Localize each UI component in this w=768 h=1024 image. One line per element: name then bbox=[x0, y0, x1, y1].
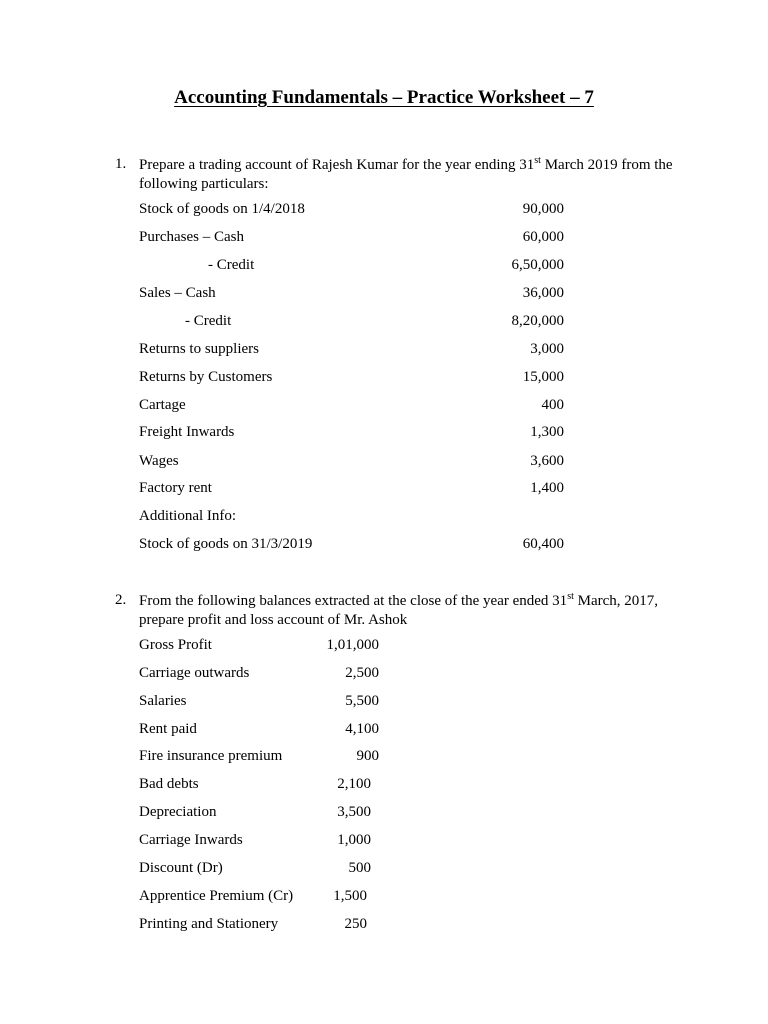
item-label: Wages bbox=[139, 453, 179, 469]
item-label: Factory rent bbox=[139, 480, 212, 496]
question-text-main: Prepare a trading account of Rajesh Kumar for the year ending 31 bbox=[139, 157, 535, 173]
item-value: 250 bbox=[344, 916, 367, 932]
item-value: 1,300 bbox=[530, 424, 564, 440]
question-text-rest: March 2019 from the following particulars: bbox=[139, 157, 673, 192]
item-value: 2,100 bbox=[337, 776, 371, 792]
item-value: 90,000 bbox=[522, 201, 564, 217]
item-value: 60,000 bbox=[522, 229, 564, 245]
item-value: 2,500 bbox=[345, 665, 379, 681]
item-label: Bad debts bbox=[139, 776, 199, 792]
item-value: 8,20,000 bbox=[511, 313, 564, 329]
item-label: Additional Info: bbox=[139, 508, 237, 524]
item-value: 15,000 bbox=[522, 369, 564, 385]
ordinal-suffix: st bbox=[534, 155, 541, 166]
item-label: Fire insurance premium bbox=[139, 748, 283, 764]
question-text-main: From the following balances extracted at the close of the year ended 31 bbox=[139, 593, 568, 609]
question-number: 2. bbox=[115, 592, 127, 608]
item-label: Stock of goods on 1/4/2018 bbox=[139, 201, 305, 217]
question-text bbox=[139, 592, 699, 630]
item-value: 60,400 bbox=[522, 536, 564, 552]
item-label: Discount (Dr) bbox=[139, 860, 223, 876]
item-label: Stock of goods on 31/3/2019 bbox=[139, 536, 313, 552]
item-value: 3,000 bbox=[530, 341, 564, 357]
item-label: Gross Profit bbox=[139, 637, 212, 653]
item-value: 900 bbox=[356, 748, 379, 764]
item-value: 1,01,000 bbox=[326, 637, 379, 653]
item-label: - Credit bbox=[185, 313, 232, 329]
question-text bbox=[139, 156, 699, 194]
item-label: Rent paid bbox=[139, 721, 197, 737]
item-value: 36,000 bbox=[522, 285, 564, 301]
item-value: 5,500 bbox=[345, 693, 379, 709]
item-value: 400 bbox=[541, 397, 564, 413]
item-value: 3,500 bbox=[337, 804, 371, 820]
item-label: Returns by Customers bbox=[139, 369, 273, 385]
item-value: 1,500 bbox=[333, 888, 367, 904]
item-label: Sales – Cash bbox=[139, 285, 216, 301]
worksheet-title: Accounting Fundamentals – Practice Worksheet – 7 bbox=[174, 87, 594, 108]
ordinal-suffix: st bbox=[567, 591, 574, 602]
item-value: 4,100 bbox=[345, 721, 379, 737]
item-label: - Credit bbox=[208, 257, 255, 273]
item-value: 1,000 bbox=[337, 832, 371, 848]
item-label: Cartage bbox=[139, 397, 186, 413]
item-value: 6,50,000 bbox=[511, 257, 564, 273]
question-text-rest: March, 2017, prepare profit and loss account of Mr. Ashok bbox=[139, 593, 659, 628]
question-number: 1. bbox=[115, 156, 127, 172]
item-value: 3,600 bbox=[530, 453, 564, 469]
item-label: Carriage outwards bbox=[139, 665, 250, 681]
item-label: Depreciation bbox=[139, 804, 217, 820]
item-label: Freight Inwards bbox=[139, 424, 235, 440]
item-label: Carriage Inwards bbox=[139, 832, 243, 848]
item-value: 500 bbox=[348, 860, 371, 876]
item-label: Apprentice Premium (Cr) bbox=[139, 888, 294, 904]
item-value: 1,400 bbox=[530, 480, 564, 496]
item-label: Returns to suppliers bbox=[139, 341, 259, 357]
item-label: Printing and Stationery bbox=[139, 916, 279, 932]
item-label: Salaries bbox=[139, 693, 187, 709]
item-label: Purchases – Cash bbox=[139, 229, 244, 245]
